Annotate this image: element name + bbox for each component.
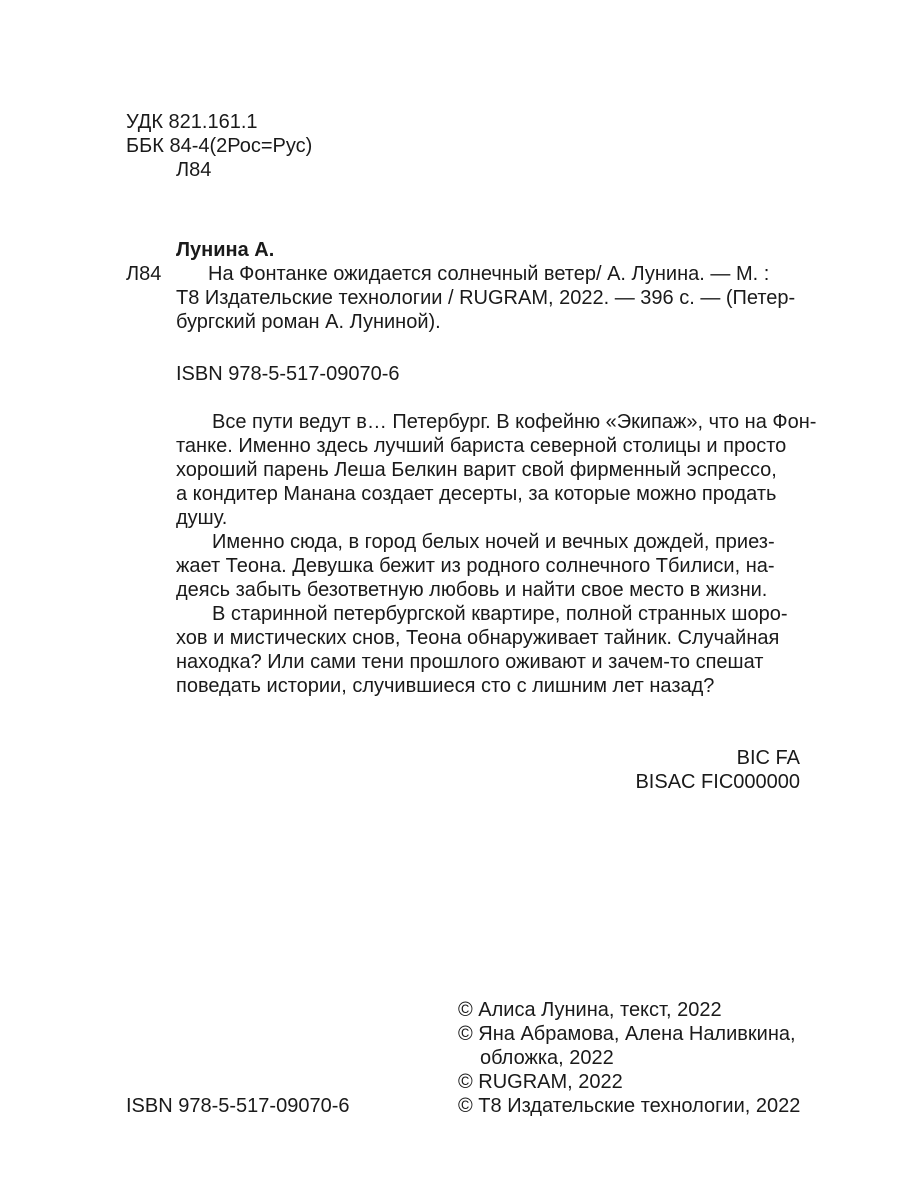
annotation-line: находка? Или сами тени прошлого оживают и зачем-то спешат [176,651,764,673]
copyright-line: © RUGRAM, 2022 [458,1071,623,1093]
bic-code: BIC FA [736,747,800,769]
annotation-line: поведать истории, случившиеся сто с лишним лет назад? [176,675,715,697]
annotation-line: душу. [176,507,228,529]
classification-block [126,110,312,182]
annotation [176,410,817,698]
bibliographic-line: бургский роман А. Луниной). [176,311,441,333]
annotation-line: хов и мистических снов, Теона обнаруживает тайник. Случайная [176,627,780,649]
bibliographic-record [126,262,800,334]
annotation-line: хороший парень Леша Белкин варит свой фирменный эспрессо, [176,459,777,481]
bisac-code: BISAC FIC000000 [635,771,800,793]
annotation-line: деясь забыть безответную любовь и найти свое место в жизни. [176,579,768,601]
annotation-line: В старинной петербургской квартире, полной странных шоро- [212,603,788,625]
bibliographic-line: Т8 Издательские технологии / RUGRAM, 2022. — 396 с. — (Петер- [176,287,796,309]
annotation-line: жает Теона. Девушка бежит из родного солнечного Тбилиси, на- [176,555,775,577]
annotation-line: танке. Именно здесь лучший бариста северной столицы и просто [176,435,787,457]
annotation-line: Все пути ведут в… Петербург. В кофейню «Экипаж», что на Фон- [212,411,817,433]
author-mark: Л84 [176,159,212,181]
copyright-line: © Алиса Лунина, текст, 2022 [458,999,722,1021]
udk-code: УДК 821.161.1 [126,111,258,133]
copyright-line: © Яна Абрамова, Алена Наливкина, [458,1023,796,1045]
bbk-code: ББК 84-4(2Рос=Рус) [126,135,313,157]
annotation-line: а кондитер Манана создает десерты, за которые можно продать [176,483,777,505]
copyright-line: обложка, 2022 [480,1047,614,1069]
isbn-footer: ISBN 978-5-517-09070-6 [126,1095,350,1117]
annotation-line: Именно сюда, в город белых ночей и вечных дождей, приез- [212,531,775,553]
copyright-block [458,998,800,1118]
bibliographic-line: На Фонтанке ожидается солнечный ветер/ А. Лунина. — М. : [208,263,770,285]
author-name: Лунина А. [176,239,275,261]
subject-codes [635,746,800,794]
isbn-main: ISBN 978-5-517-09070-6 [176,363,400,385]
copyright-line: © Т8 Издательские технологии, 2022 [458,1095,801,1117]
bibliographic-code: Л84 [126,263,162,285]
